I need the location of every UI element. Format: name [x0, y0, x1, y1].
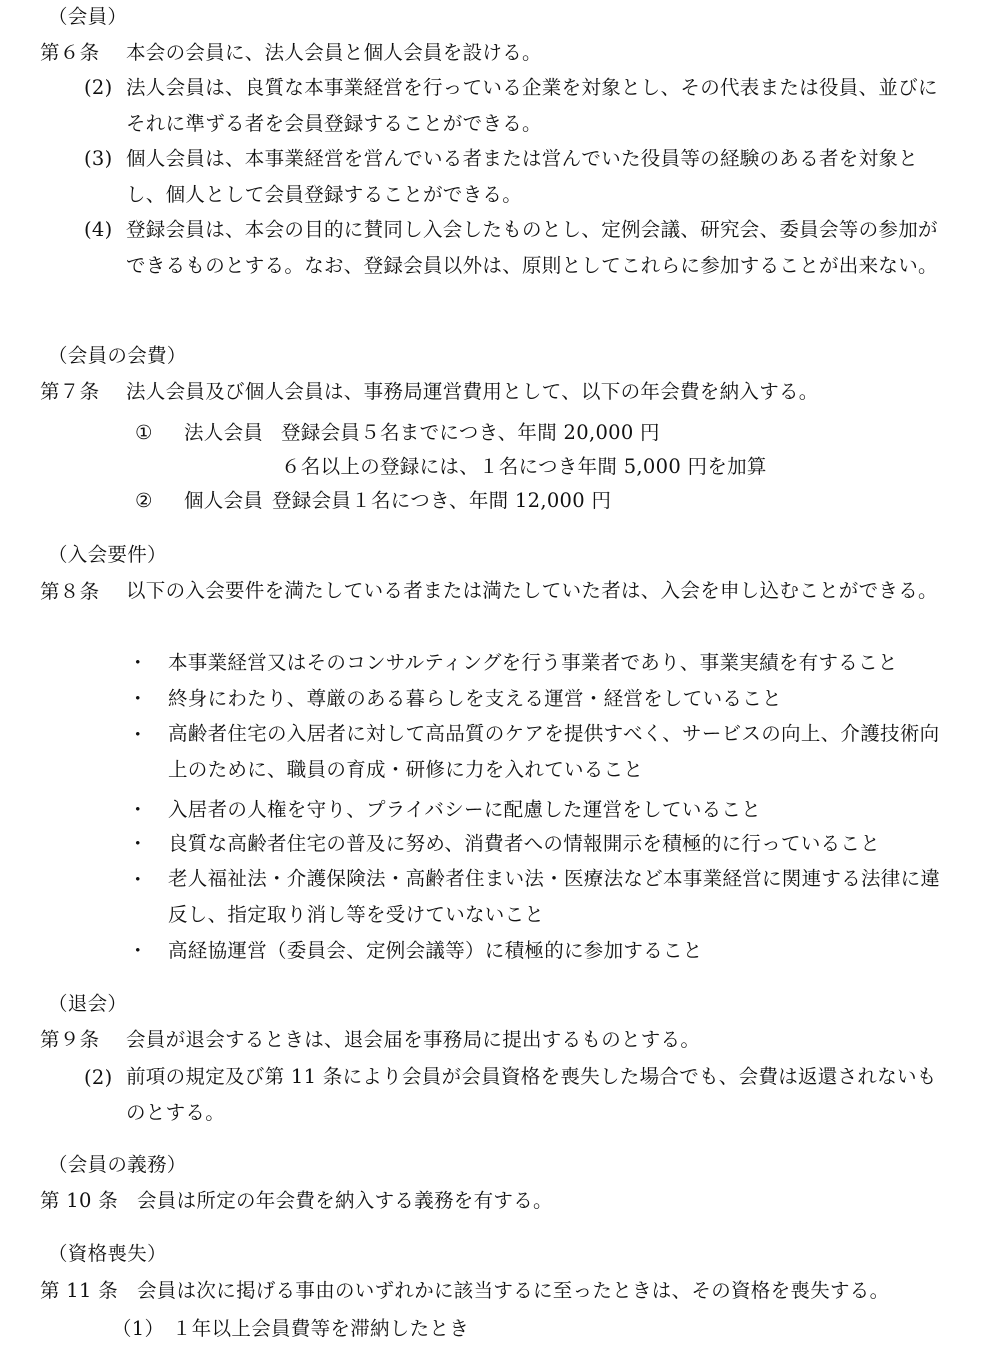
item-text: 法人会員は、良質な本事業経営を行っている企業を対象とし、その代表または役員、並びにそれに準ずる者を会員登録することができる。	[126, 76, 938, 135]
item-text: 登録会員は、本会の目的に賛同し入会したものとし、定例会議、研究会、委員会等の参加ができるものとする。なお、登録会員以外は、原則としてこれらに参加することが出来ない。	[126, 218, 938, 277]
article-text: 法人会員及び個人会員は、事務局運営費用として、以下の年会費を納入する。	[126, 380, 819, 403]
requirement-item: 本事業経営又はそのコンサルティングを行う事業者であり、事業実績を有すること	[168, 651, 898, 674]
requirement-item: 高経協運営（委員会、定例会議等）に積極的に参加すること	[168, 939, 703, 962]
bullet: ・	[128, 798, 148, 821]
article-label: 第７条	[40, 380, 100, 403]
item-number: (2)	[84, 76, 113, 99]
item-text: 個人会員は、本事業経営を営んでいる者または営んでいた役員等の経験のある者を対象とし、個人として会員登録することができる。	[126, 147, 919, 206]
section-heading: （退会）	[48, 992, 128, 1015]
fee-member-type: 個人会員	[184, 489, 264, 512]
requirement-item: 老人福祉法・介護保険法・高齢者住まい法・医療法など本事業経営に関連する法律に違反し、指定取り消し等を受けていないこと	[168, 867, 941, 926]
article-label: 第６条	[40, 41, 100, 64]
fee-detail: 登録会員１名につき、年間 12,000 円	[272, 489, 612, 512]
article-label: 第 11 条	[40, 1279, 119, 1302]
article-label: 第 10 条	[40, 1189, 119, 1212]
bullet: ・	[128, 832, 148, 855]
fee-detail: 登録会員５名までにつき、年間 20,000 円	[281, 421, 660, 444]
section-heading: （資格喪失）	[48, 1242, 167, 1265]
article-text: 本会の会員に、法人会員と個人会員を設ける。	[126, 41, 542, 64]
section-heading: （会員の会費）	[48, 344, 187, 367]
fee-marker: ②	[135, 489, 153, 512]
bullet: ・	[128, 687, 148, 710]
requirement-item: 高齢者住宅の入居者に対して高品質のケアを提供すべく、サービスの向上、介護技術向上のために、職員の育成・研修に力を入れていること	[168, 722, 940, 781]
fee-detail-extra: ６名以上の登録には、１名につき年間 5,000 円を加算	[281, 455, 767, 478]
item-number: (2)	[84, 1066, 113, 1089]
section-heading: （会員の義務）	[48, 1153, 187, 1176]
requirement-item: 良質な高齢者住宅の普及に努め、消費者への情報開示を積極的に行っていること	[168, 832, 881, 855]
item-number: (3)	[84, 147, 113, 170]
bullet: ・	[128, 723, 148, 746]
bullet: ・	[128, 651, 148, 674]
bullet: ・	[128, 868, 148, 891]
bullet: ・	[128, 939, 148, 962]
fee-member-type: 法人会員	[184, 421, 264, 444]
fee-marker: ①	[135, 421, 153, 444]
article-text: 会員が退会するときは、退会届を事務局に提出するものとする。	[126, 1028, 701, 1051]
item-number: (4)	[84, 218, 113, 241]
requirement-item: 入居者の人権を守り、プライバシーに配慮した運営をしていること	[168, 798, 762, 821]
article-label: 第９条	[40, 1028, 100, 1051]
section-heading: （会員）	[48, 5, 128, 28]
item-text: １年以上会員費等を滞納したとき	[172, 1317, 470, 1340]
requirement-item: 終身にわたり、尊厳のある暮らしを支える運営・経営をしていること	[168, 687, 782, 710]
article-label: 第８条	[40, 580, 100, 603]
article-text: 以下の入会要件を満たしている者または満たしていた者は、入会を申し込むことができる。	[126, 579, 938, 602]
article-text: 会員は所定の年会費を納入する義務を有する。	[137, 1189, 553, 1212]
article-text: 会員は次に掲げる事由のいずれかに該当するに至ったときは、その資格を喪失する。	[137, 1279, 890, 1302]
section-heading: （入会要件）	[48, 543, 167, 566]
item-text: 前項の規定及び第 11 条により会員が会員資格を喪失した場合でも、会費は返還されないものとする。	[126, 1065, 937, 1124]
item-number: （1）	[112, 1317, 165, 1340]
